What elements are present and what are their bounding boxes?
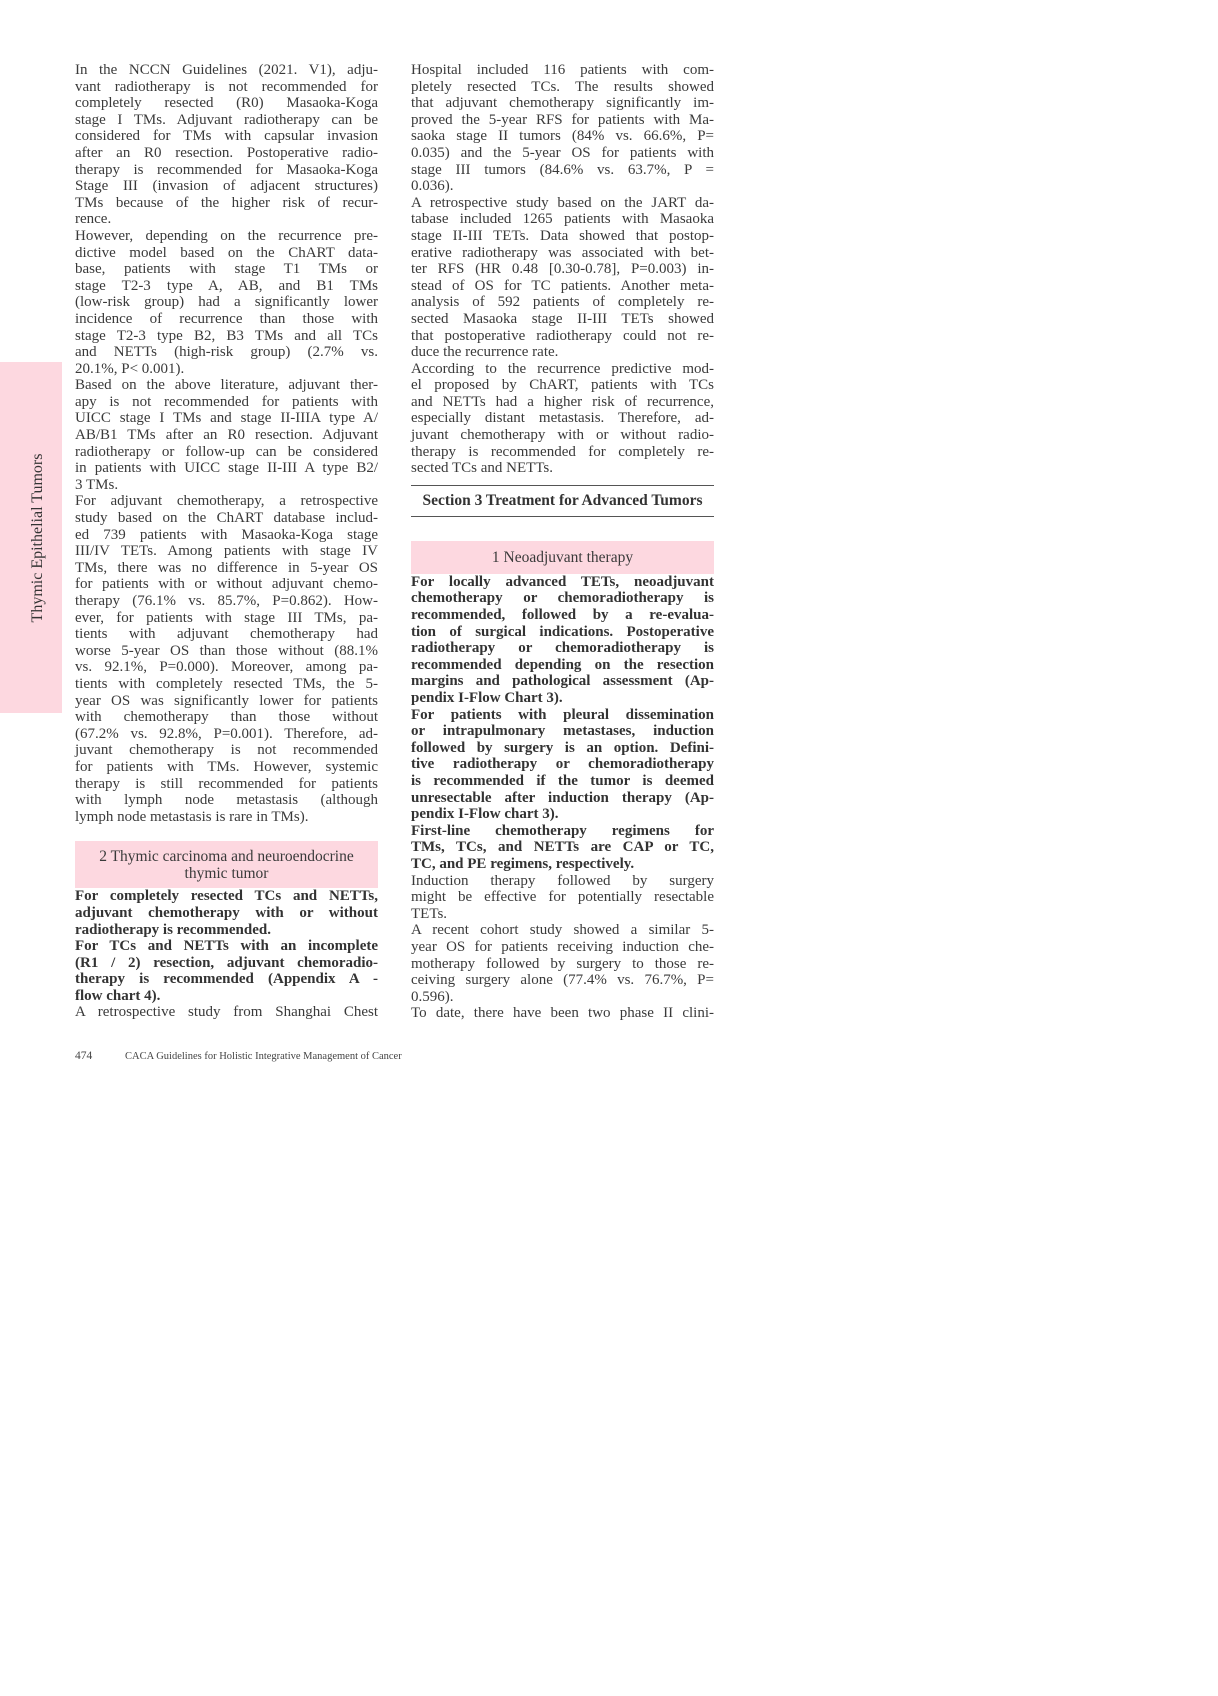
text-line: pletely resected TCs. The results showed bbox=[411, 78, 714, 95]
text-line: proved the 5-year RFS for patients with Ma- bbox=[411, 111, 714, 128]
text-line: completely resected (R0) Masaoka-Koga bbox=[75, 95, 378, 112]
text-line: study based on the ChART database includ- bbox=[75, 510, 378, 527]
text-line: For adjuvant chemotherapy, a retrospective bbox=[75, 493, 378, 510]
text-line: especially distant metastasis. Therefore, ad- bbox=[411, 410, 714, 427]
text-line: for patients with or without adjuvant chemo- bbox=[75, 576, 378, 593]
text-line: For completely resected TCs and NETTs, bbox=[75, 888, 378, 905]
text-line: for patients with TMs. However, systemic bbox=[75, 758, 378, 775]
text-line: apy is not recommended for patients with bbox=[75, 393, 378, 410]
text-line: incidence of recurrence than those with bbox=[75, 310, 378, 327]
right-body-bottom bbox=[411, 574, 714, 1022]
subheading-line: thymic tumor bbox=[184, 865, 269, 883]
text-line: stead of OS for TC patients. Another meta- bbox=[411, 277, 714, 294]
text-line: TMs, there was no difference in 5-year OS bbox=[75, 559, 378, 576]
text-line: tients with completely resected TMs, the 5- bbox=[75, 675, 378, 692]
text-line: 20.1%, P< 0.001). bbox=[75, 360, 185, 377]
text-line: followed by surgery is an option. Defini- bbox=[411, 739, 714, 756]
text-line: year OS for patients receiving induction che- bbox=[411, 938, 714, 955]
text-line: 3 TMs. bbox=[75, 476, 119, 493]
text-line: radiotherapy or follow-up can be considered bbox=[75, 443, 378, 460]
paragraph bbox=[75, 1004, 378, 1021]
text-line: recommended, followed by a re-evalua- bbox=[411, 607, 714, 624]
paragraph bbox=[411, 873, 714, 923]
text-line: For patients with pleural dissemination bbox=[411, 706, 714, 723]
paragraph bbox=[75, 493, 378, 825]
paragraph bbox=[75, 938, 378, 1004]
paragraph bbox=[411, 1005, 714, 1022]
text-line: erative radiotherapy was associated with bet- bbox=[411, 244, 714, 261]
text-line: and NETTs (high-risk group) (2.7% vs. bbox=[75, 344, 378, 361]
paragraph bbox=[411, 195, 714, 361]
text-line: (low-risk group) had a significantly lower bbox=[75, 294, 378, 311]
text-line: AB/B1 TMs after an R0 resection. Adjuvant bbox=[75, 427, 378, 444]
text-line: adjuvant chemotherapy with or without bbox=[75, 904, 378, 921]
paragraph bbox=[411, 922, 714, 1005]
text-line: UICC stage I TMs and stage II-IIIA type A/ bbox=[75, 410, 378, 427]
text-line: dictive model based on the ChART data- bbox=[75, 244, 378, 261]
side-tab-label: Thymic Epithelial Tumors bbox=[29, 453, 46, 622]
paragraph bbox=[411, 361, 714, 477]
text-line: ceiving surgery alone (77.4% vs. 76.7%, P= bbox=[411, 972, 714, 989]
text-line: with chemotherapy than those without bbox=[75, 709, 378, 726]
text-line: ed 739 patients with Masaoka-Koga stage bbox=[75, 526, 378, 543]
side-section-tab bbox=[0, 362, 62, 713]
text-line: (R1 / 2) resection, adjuvant chemoradio- bbox=[75, 954, 378, 971]
paragraph bbox=[411, 574, 714, 707]
text-line: in patients with UICC stage II-III A type B2/ bbox=[75, 460, 378, 477]
text-line: However, depending on the recurrence pre- bbox=[75, 227, 378, 244]
text-line: radiotherapy is recommended. bbox=[75, 921, 271, 938]
text-line: 0.035) and the 5-year OS for patients with bbox=[411, 144, 714, 161]
text-line: pendix I-Flow chart 3). bbox=[411, 806, 559, 823]
text-line: ter RFS (HR 0.48 [0.30-0.78], P=0.003) in- bbox=[411, 261, 714, 278]
text-line: 0.596). bbox=[411, 988, 454, 1005]
text-line: chemotherapy or chemoradiotherapy is bbox=[411, 590, 714, 607]
text-line: therapy is recommended for Masaoka-Koga bbox=[75, 161, 378, 178]
paragraph bbox=[75, 228, 378, 377]
text-line: that adjuvant chemotherapy significantly im- bbox=[411, 95, 714, 112]
text-line: First-line chemotherapy regimens for bbox=[411, 822, 714, 839]
text-line: tive radiotherapy or chemoradiotherapy bbox=[411, 756, 714, 773]
subheading-line: 2 Thymic carcinoma and neuroendocrine bbox=[99, 848, 354, 866]
text-line: unresectable after induction therapy (Ap- bbox=[411, 789, 714, 806]
text-line: el proposed by ChART, patients with TCs bbox=[411, 377, 714, 394]
text-line: vant radiotherapy is not recommended for bbox=[75, 78, 378, 95]
paragraph bbox=[75, 377, 378, 493]
text-line: lymph node metastasis is rare in TMs). bbox=[75, 808, 309, 825]
text-line: with lymph node metastasis (although bbox=[75, 792, 378, 809]
section-title: Section 3 Treatment for Advanced Tumors bbox=[422, 491, 703, 509]
text-line: 0.036). bbox=[411, 178, 454, 195]
left-body-top bbox=[75, 62, 378, 825]
text-line: TC, and PE regimens, respectively. bbox=[411, 855, 635, 872]
text-line: TETs. bbox=[411, 905, 448, 922]
text-line: duce the recurrence rate. bbox=[411, 344, 559, 361]
text-line: tion of surgical indications. Postoperative bbox=[411, 623, 714, 640]
text-line: Stage III (invasion of adjacent structures) bbox=[75, 178, 378, 195]
text-line: rence. bbox=[75, 211, 112, 228]
text-line: In the NCCN Guidelines (2021. V1), adju- bbox=[75, 62, 378, 78]
text-line: considered for TMs with capsular invasion bbox=[75, 128, 378, 145]
text-line: recommended depending on the resection bbox=[411, 656, 714, 673]
subheading-thymic-carcinoma bbox=[75, 841, 378, 888]
text-line: pendix I-Flow Chart 3). bbox=[411, 690, 563, 706]
text-line: might be effective for potentially resectable bbox=[411, 889, 714, 906]
text-line: stage I TMs. Adjuvant radiotherapy can be bbox=[75, 111, 378, 128]
text-line: margins and pathological assessment (Ap- bbox=[411, 673, 714, 690]
paragraph bbox=[411, 823, 714, 873]
text-line: Hospital included 116 patients with com- bbox=[411, 62, 714, 78]
text-line: vs. 92.1%, P=0.000). Moreover, among pa- bbox=[75, 659, 378, 676]
text-line: (67.2% vs. 92.8%, P=0.001). Therefore, ad- bbox=[75, 725, 378, 742]
subheading-neoadjuvant: 1 Neoadjuvant therapy bbox=[411, 541, 714, 574]
text-line: or intrapulmonary metastases, induction bbox=[411, 723, 714, 740]
text-line: saoka stage II tumors (84% vs. 66.6%, P= bbox=[411, 128, 714, 145]
text-line: sected Masaoka stage II-III TETs showed bbox=[411, 310, 714, 327]
text-line: juvant chemotherapy with or without radio- bbox=[411, 427, 714, 444]
text-line: tabase included 1265 patients with Masaoka bbox=[411, 211, 714, 228]
right-body-top bbox=[411, 62, 714, 477]
text-line: therapy is recommended for completely re- bbox=[411, 443, 714, 460]
paragraph bbox=[75, 888, 378, 938]
text-line: flow chart 4). bbox=[75, 987, 161, 1004]
text-line: is recommended if the tumor is deemed bbox=[411, 772, 714, 789]
text-line: after an R0 resection. Postoperative radio- bbox=[75, 144, 378, 161]
text-line: and NETTs had a higher risk of recurrence, bbox=[411, 393, 714, 410]
text-line: A retrospective study based on the JART da- bbox=[411, 194, 714, 211]
text-line: year OS was significantly lower for patients bbox=[75, 692, 378, 709]
text-line: Induction therapy followed by surgery bbox=[411, 872, 714, 889]
text-line: therapy is still recommended for patients bbox=[75, 775, 378, 792]
text-line: tients with adjuvant chemotherapy had bbox=[75, 626, 378, 643]
text-line: For locally advanced TETs, neoadjuvant bbox=[411, 573, 714, 590]
text-line: therapy is recommended (Appendix A - bbox=[75, 971, 378, 988]
text-line: To date, there have been two phase II clini- bbox=[411, 1005, 714, 1022]
text-line: Based on the above literature, adjuvant ther- bbox=[75, 377, 378, 394]
left-column bbox=[75, 62, 378, 1021]
text-line: stage T2-3 type A, AB, and B1 TMs bbox=[75, 277, 378, 294]
right-column bbox=[411, 62, 714, 1022]
running-title: CACA Guidelines for Holistic Integrative Management of Cancer bbox=[125, 1051, 402, 1062]
text-line: III/IV TETs. Among patients with stage IV bbox=[75, 543, 378, 560]
text-line: For TCs and NETTs with an incomplete bbox=[75, 938, 378, 955]
text-line: therapy (76.1% vs. 85.7%, P=0.862). How- bbox=[75, 593, 378, 609]
text-line: TMs because of the higher risk of recur- bbox=[75, 194, 378, 211]
text-line: radiotherapy or chemoradiotherapy is bbox=[411, 640, 714, 657]
section-rule-bottom bbox=[411, 516, 714, 517]
text-line: sected TCs and NETTs. bbox=[411, 460, 553, 477]
text-line: ever, for patients with stage III TMs, pa- bbox=[75, 609, 378, 626]
text-line: base, patients with stage T1 TMs or bbox=[75, 261, 378, 278]
text-line: motherapy followed by surgery to those re- bbox=[411, 955, 714, 972]
left-body-bottom bbox=[75, 888, 378, 1021]
text-line: stage III tumors (84.6% vs. 63.7%, P = bbox=[411, 161, 714, 178]
text-line: worse 5-year OS than those without (88.1% bbox=[75, 642, 378, 659]
text-line: analysis of 592 patients of completely re- bbox=[411, 294, 714, 311]
text-line: According to the recurrence predictive mod- bbox=[411, 360, 714, 377]
paragraph bbox=[75, 62, 378, 228]
text-line: A retrospective study from Shanghai Chest bbox=[75, 1004, 378, 1021]
paragraph bbox=[411, 707, 714, 823]
text-line: stage T2-3 type B2, B3 TMs and all TCs bbox=[75, 327, 378, 344]
text-line: TMs, TCs, and NETTs are CAP or TC, bbox=[411, 839, 714, 856]
text-line: that postoperative radiotherapy could not re- bbox=[411, 327, 714, 344]
text-line: A recent cohort study showed a similar 5- bbox=[411, 922, 714, 939]
paragraph bbox=[411, 62, 714, 195]
page-number: 474 bbox=[75, 1050, 93, 1062]
text-line: stage II-III TETs. Data showed that postop- bbox=[411, 227, 714, 244]
text-line: juvant chemotherapy is not recommended bbox=[75, 742, 378, 759]
